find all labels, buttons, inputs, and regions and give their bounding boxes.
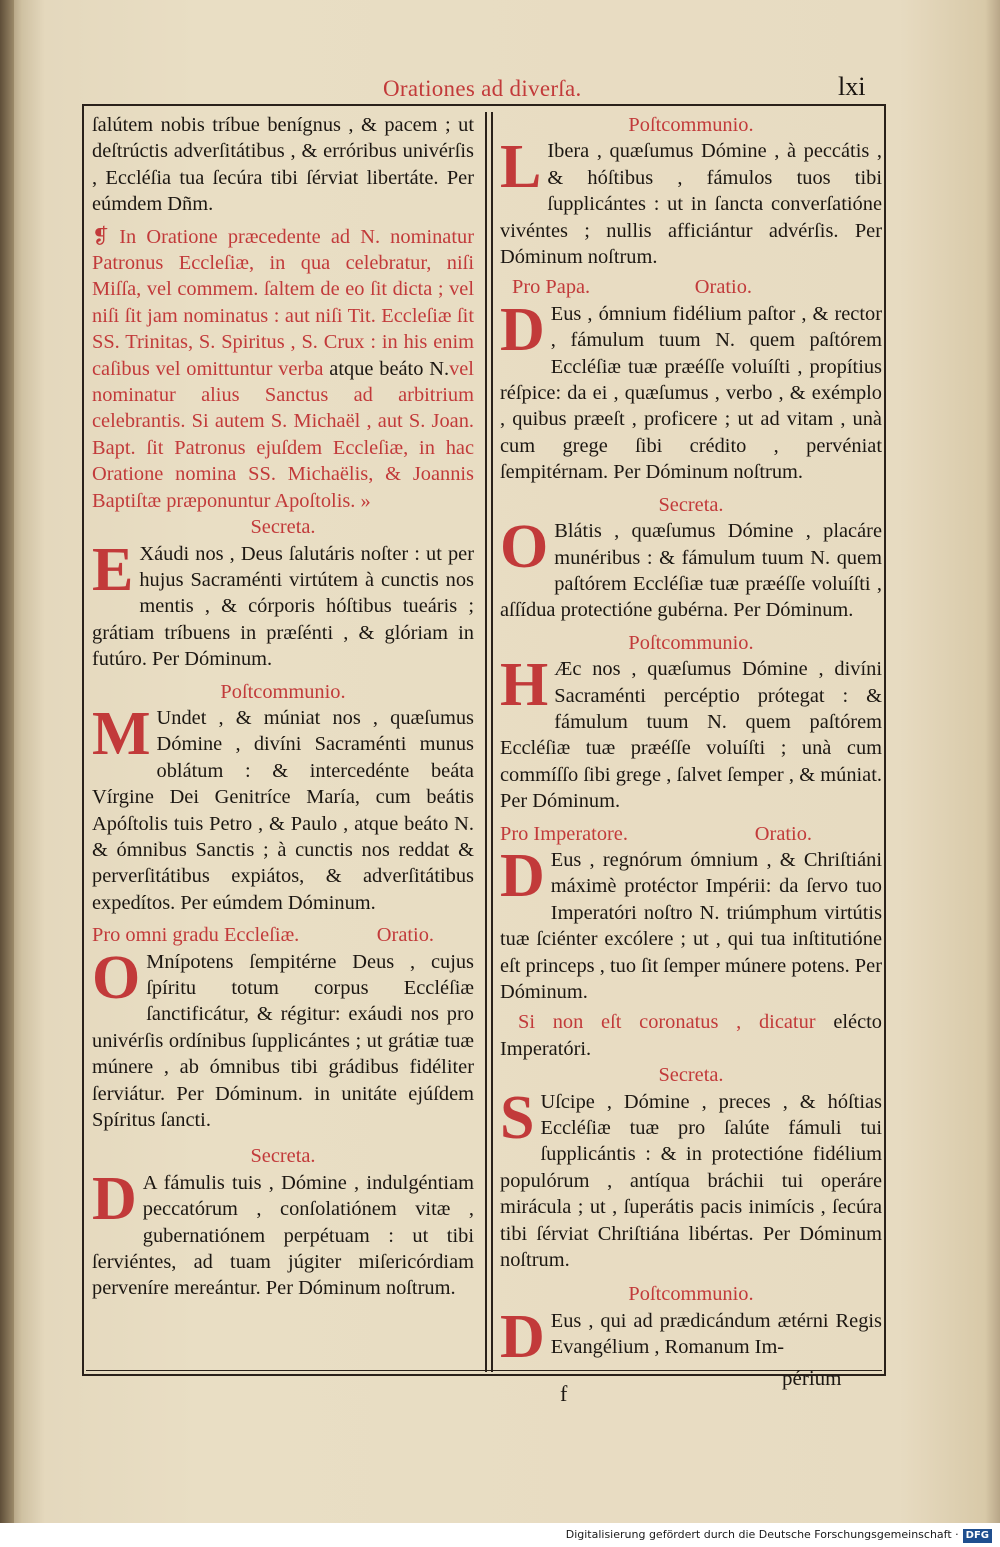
section-heading: Secreta. bbox=[658, 1064, 724, 1087]
prayer-paragraph bbox=[92, 699, 474, 916]
section-heading: Secreta. bbox=[658, 493, 724, 516]
folio-number: lxi bbox=[838, 72, 866, 101]
heading-left: Pro Papa. bbox=[512, 276, 591, 299]
rubric-note bbox=[92, 224, 474, 514]
prayer-paragraph bbox=[500, 513, 882, 624]
drop-cap: L bbox=[500, 133, 542, 202]
section-heading-row bbox=[92, 922, 474, 948]
paragraph: ſalútem nobis tríbue benígnus , & pacem ; ut deſtrúctis adverſitátibus , & erróribus univérſis , Eccléſia tua ſecúra tibi ſérviat libertáte. Per eúmdem Dñm. bbox=[92, 114, 474, 216]
rubric-text-cont: vel nominatur alius Sanctus ad arbitrium celebrantis. Si autem S. Michaël , aut S. Joan. Bapt. ſit Patronus ejuſdem Eccleſiæ, in hac Oratione nomina SS. Michaëlis, & Joannis Baptiſtæ præponuntur Apoſtolis. » bbox=[92, 357, 474, 512]
prayer-text: Mnípotens ſempitérne Deus , cujus ſpíritu totum corpus Eccléſiæ ſanctificátur, & régitur: exáudi nos pro univérſis ordínibus ſupplicántes ; ut grátiæ tuæ múnere , ab ómnibus tibi grádibus fidéliter ſerviátur. Per Dóminum. in unitáte ejúſdem Spíritus ſancti. bbox=[92, 950, 474, 1132]
prayer-paragraph bbox=[500, 295, 882, 486]
drop-cap: D bbox=[92, 1164, 137, 1233]
drop-cap: D bbox=[500, 1302, 545, 1371]
signature-mark: f bbox=[560, 1381, 568, 1406]
heading-left: Pro Imperatore. bbox=[500, 822, 628, 845]
rubric-inline-black: atque beáto N. bbox=[329, 357, 450, 380]
heading-right: Oratio. bbox=[376, 924, 434, 947]
prayer-text: Blátis , quæſumus Dómine , placáre munéribus : & fámulum tuum N. quem paſtórem Eccléſiæ tuæ præéſſe voluíſti , aſſídua protectióne gubérna. Per Dóminum. bbox=[500, 520, 882, 622]
digitization-footer: Digitalisierung gefördert durch die Deutsche Forschungsgemeinschaft · DFG bbox=[0, 1523, 1000, 1547]
prayer-paragraph bbox=[500, 651, 882, 814]
prayer-text: Undet , & múniat nos , quæſumus Dómine , divíni Sacraménti munus oblátum : & intercedénte beáta Vírgine Dei Genitríce María, cum beátis Apóſtolis tuis Petro , & Paulo , atque beáto N. & ómnibus Sanctis ; à cunctis nos reddat & perverſitátibus expiátos, & adverſitátibus expedítos. Per eúmdem Dóminum. bbox=[92, 706, 474, 914]
prayer-text: Xáudi nos , Deus ſalutáris noſter : ut per hujus Sacraménti virtútem à cunctis nos mentis , & córporis hóſtibus tueáris ; grátiam tríbuens in præſénti , & glóriam in futúro. Per Dóminum. bbox=[92, 542, 474, 671]
heading-right: Oratio. bbox=[694, 276, 752, 299]
rubric-line bbox=[500, 1009, 882, 1062]
drop-cap: E bbox=[92, 535, 134, 604]
column-rule-left bbox=[485, 112, 487, 1372]
prayer-paragraph bbox=[500, 841, 882, 1005]
drop-cap: H bbox=[500, 651, 549, 720]
prayer-paragraph bbox=[92, 1164, 474, 1302]
drop-cap: O bbox=[92, 943, 141, 1012]
right-column bbox=[500, 112, 882, 1371]
heading-left: Pro omni gradu Eccleſiæ. bbox=[92, 924, 300, 947]
section-heading: Poſtcommunio. bbox=[628, 1283, 754, 1306]
footer-text: Digitalisierung gefördert durch die Deutsche Forschungsgemeinschaft bbox=[565, 1528, 952, 1541]
dfg-logo: DFG bbox=[963, 1529, 992, 1543]
heading-right: Oratio. bbox=[754, 822, 812, 845]
rubric-text: Si non eſt coronatus , dicatur bbox=[518, 1011, 816, 1034]
prayer-text: Ibera , quæſumus Dómine , à peccátis , & hóſtibus , fámulos tuos tibi ſupplicántes : ut in ſancta converſatióne vivéntes ; nullis afficiántur advérſis. Per Dóminum noſtrum. bbox=[500, 140, 882, 269]
prayer-paragraph bbox=[500, 1302, 882, 1371]
prayer-text: Uſcipe , Dómine , preces , & hóſtias Eccléſiæ tuæ pro ſalúte fámuli tui ſupplicántis : & in protectióne fidélium populórum , antíqua bráchii tui operáre mirácula ; ut , ſuperátis pacis inimícis , ſecúra tibi ſérviat Chriſtiána libértas. Per Dóminum noſtrum. bbox=[500, 1090, 882, 1272]
catchword: périum bbox=[782, 1366, 842, 1390]
prayer-paragraph bbox=[92, 535, 474, 673]
prayer-text: Eus , regnórum ómnium , & Chriſtiáni máximè protéctor Impérii: da ſervo tuo Imperatóri noſtro N. triúmphum virtútis tuæ ſciénter excólere ; ut , qui tua inſtitutióne eſt princeps , tuo ſit ſemper múnere potens. Per Dóminum. bbox=[500, 848, 882, 1003]
rubric-inline-black: elécto Imperatóri. bbox=[500, 1011, 882, 1060]
drop-cap: S bbox=[500, 1083, 535, 1152]
drop-cap: D bbox=[500, 295, 545, 364]
rubric-text: ❡ In Oratione præcedente ad N. nominatur Patronus Eccleſiæ, in qua celebratur, niſi Miſſa, vel commem. ſaltem de eo ſit dicta ; vel niſi ſit jam nominatus : aut niſi Tit. Eccleſiæ ſit SS. Trinitas, S. Spiritus , S. Crux : in his enim caſibus vel omittuntur verba bbox=[92, 225, 474, 380]
section-heading: Secreta. bbox=[250, 516, 316, 539]
prayer-text: Æc nos , quæſumus Dómine , divíni Sacraménti percéptio prótegat : & fámulum tuum N. quem paſtórem Eccléſiæ tuæ præéſſe voluíſti ; unà cum commíſſo ſibi grege , ſalvet ſemper , & múniat. Per Dóminum. bbox=[500, 658, 882, 813]
section-heading: Poſtcommunio. bbox=[220, 680, 346, 703]
column-rule-right bbox=[491, 112, 493, 1372]
section-heading-row bbox=[500, 274, 882, 300]
section-heading: Poſtcommunio. bbox=[628, 114, 754, 136]
section-heading-row bbox=[500, 821, 882, 847]
prayer-paragraph bbox=[92, 943, 474, 1134]
prayer-paragraph bbox=[500, 1083, 882, 1274]
drop-cap: O bbox=[500, 513, 549, 582]
section-heading: Poſtcommunio. bbox=[628, 631, 754, 654]
prayer-text: Eus , ómnium fidélium paſtor , & rector , fámulum tuum N. quem paſtórem Eccléſiæ tuæ præéſſe voluíſti , propítius réſpice: da ei , quæſumus , verbo , & exémplo , quibus præeſt , proficere ; ut ad vitam , unà cum grege ſibi crédito , pervéniat ſempitérnam. Per Dóminum noſtrum. bbox=[500, 302, 882, 484]
running-title: Orationes ad diverſa. bbox=[383, 76, 582, 101]
book-fold bbox=[0, 0, 14, 1547]
drop-cap: D bbox=[500, 841, 545, 910]
section-heading: Secreta. bbox=[250, 1145, 316, 1168]
left-column bbox=[92, 112, 474, 1302]
prayer-text: A fámulis tuis , Dómine , indulgéntiam peccatórum , conſolatiónem vitæ , gubernatiónem perpétuam : ut tibi ſerviéntes, ad tuam júgiter miſericórdiam perveníre mereántur. Per Dóminum noſtrum. bbox=[92, 1171, 474, 1300]
prayer-paragraph bbox=[500, 133, 882, 270]
prayer-text: Eus , qui ad prædicándum ætérni Regis Evangélium , Romanum Im- bbox=[550, 1309, 882, 1359]
drop-cap: M bbox=[92, 699, 151, 768]
